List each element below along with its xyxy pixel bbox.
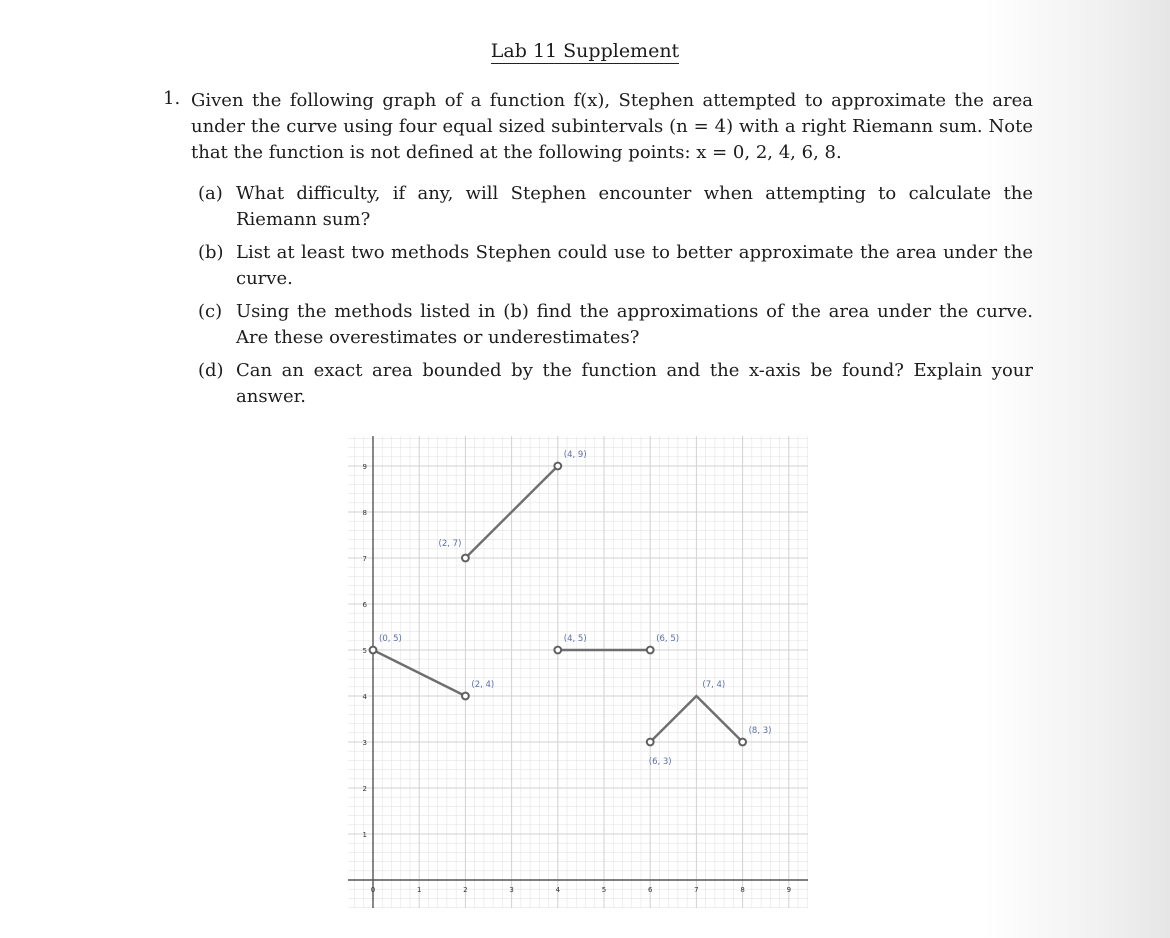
point-label: (2, 4) <box>471 680 495 690</box>
point-label: (6, 3) <box>648 757 672 767</box>
x-tick-label: 6 <box>647 886 653 894</box>
y-tick-label: 5 <box>362 647 367 655</box>
open-point <box>462 555 469 562</box>
part-label: (c) <box>198 301 223 322</box>
y-tick-label: 7 <box>362 555 367 563</box>
open-point <box>554 463 561 470</box>
open-point <box>462 693 469 700</box>
function-segment <box>650 696 696 742</box>
part-label: (d) <box>198 360 224 381</box>
part-b <box>198 240 1033 292</box>
open-point <box>370 647 377 654</box>
open-point <box>554 647 561 654</box>
point-label: (6, 5) <box>656 634 680 644</box>
part-text: What difficulty, if any, will Stephen encounter when attempting to calculate the Riemann sum? <box>236 183 1033 230</box>
open-point <box>739 739 746 746</box>
point-label: (2, 7) <box>438 539 462 549</box>
x-tick-label: 7 <box>694 886 699 894</box>
open-point <box>647 647 654 654</box>
y-tick-label: 1 <box>362 831 367 839</box>
part-text: Can an exact area bounded by the function and the x-axis be found? Explain your answer. <box>236 360 1033 407</box>
x-tick-label: 9 <box>786 886 792 894</box>
part-c <box>198 299 1033 351</box>
part-text: Using the methods listed in (b) find the approximations of the area under the curve. Are these overestimates or underestimates? <box>236 301 1033 348</box>
y-tick-label: 9 <box>362 463 367 471</box>
part-d <box>198 358 1033 410</box>
graph-svg <box>340 432 810 910</box>
point-label: (0, 5) <box>379 634 402 644</box>
open-point <box>647 739 654 746</box>
y-tick-label: 6 <box>362 601 367 609</box>
x-tick-label: 2 <box>463 886 468 894</box>
point-label: (4, 9) <box>563 450 587 460</box>
x-tick-label: 3 <box>509 886 514 894</box>
title-text: Lab 11 Supplement <box>490 40 680 62</box>
part-label: (a) <box>198 183 223 204</box>
page-title <box>0 40 1170 62</box>
y-tick-label: 2 <box>362 785 367 793</box>
point-label: (7, 4) <box>702 680 726 690</box>
point-label: (8, 3) <box>748 726 772 736</box>
y-tick-label: 8 <box>362 509 367 517</box>
x-tick-label: 8 <box>740 886 745 894</box>
question-text: Given the following graph of a function f(x), Stephen attempted to approximate the area under the curve using four equal sized subintervals (n = 4) with a right Riemann sum. Note that the function is not defined at the following points: x = 0, 2, 4, 6, 8. <box>191 90 1033 163</box>
question-parts <box>198 181 1033 417</box>
x-tick-label: 4 <box>555 886 561 894</box>
y-tick-label: 4 <box>362 693 367 701</box>
part-a <box>198 181 1033 233</box>
y-tick-label: 3 <box>362 739 367 747</box>
part-text: List at least two methods Stephen could use to better approximate the area under the curve. <box>236 242 1033 289</box>
part-label: (b) <box>198 242 224 263</box>
point-label: (4, 5) <box>563 634 587 644</box>
x-tick-label: 1 <box>416 886 422 894</box>
function-graph <box>340 432 810 910</box>
x-tick-label: 0 <box>370 886 376 894</box>
question-number: 1. <box>163 88 181 109</box>
function-segment <box>696 696 742 742</box>
x-tick-label: 5 <box>601 886 607 894</box>
